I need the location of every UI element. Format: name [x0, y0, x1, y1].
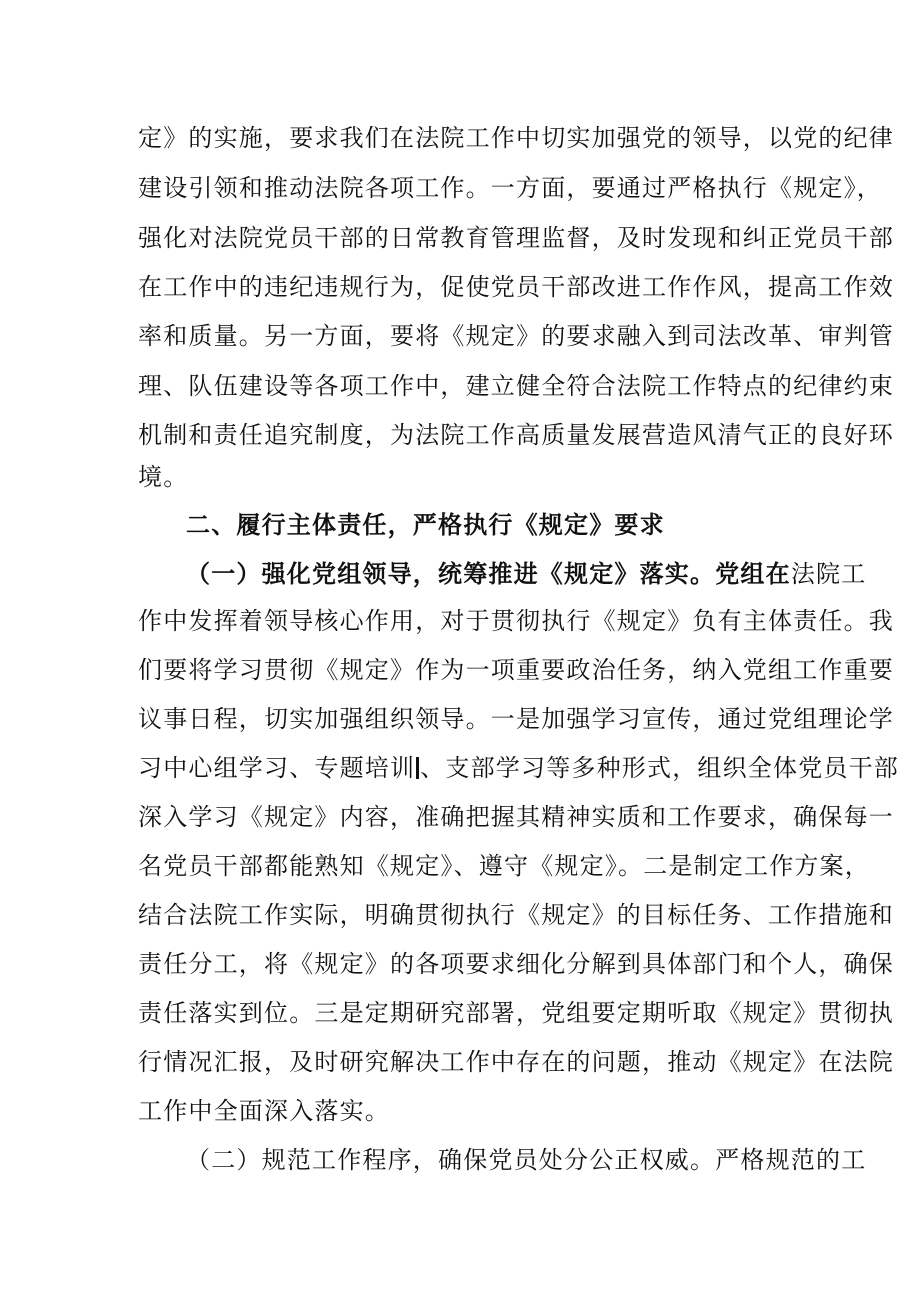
body-line: 议事日程，切实加强组织领导。一是加强学习宣传，通过党组理论学 [138, 705, 894, 733]
text-cursor-mark [416, 757, 419, 779]
body-line-with-mark [138, 752, 899, 784]
subsection-lead-rest: 法院工 [790, 560, 867, 588]
body-line: 名党员干部都能熟知《规定》、遵守《规定》。二是制定工作方案， [138, 852, 870, 880]
body-line: 率和质量。另一方面，要将《规定》的要求融入到司法改革、审判管 [138, 322, 894, 350]
subsection-lead-line [186, 558, 866, 590]
body-line: 工作中全面深入落实。 [138, 1097, 390, 1125]
body-line: 责任分工，将《规定》的各项要求细化分解到具体部门和个人，确保 [138, 950, 894, 978]
body-line: 定》的实施，要求我们在法院工作中切实加强党的领导，以党的纪律 [138, 124, 894, 152]
body-line: 们要将学习贯彻《规定》作为一项重要政治任务，纳入党组工作重要 [138, 656, 894, 684]
body-line: 深入学习《规定》内容，准确把握其精神实质和工作要求，确保每一 [138, 803, 894, 831]
body-line-end: 、支部学习等多种形式，组织全体党员干部 [420, 754, 900, 782]
body-line: 机制和责任追究制度，为法院工作高质量发展营造风清气正的良好环 [138, 421, 894, 449]
body-line: 责任落实到位。三是定期研究部署，党组要定期听取《规定》贯彻执 [138, 999, 894, 1027]
section-heading: 二、履行主体责任，严格执行《规定》要求 [186, 510, 665, 539]
body-line-start: 习中心组学习、专题培训 [138, 754, 416, 782]
body-line: 在工作中的违纪违规行为，促使党员干部改进工作作风，提高工作效 [138, 273, 894, 301]
body-line: 建设引领和推动法院各项工作。一方面，要通过严格执行《规定》， [138, 174, 882, 202]
body-line: 境。 [138, 463, 189, 491]
subsection-lead-line: （二）规范工作程序，确保党员处分公正权威。严格规范的工 [186, 1146, 867, 1174]
body-line: 强化对法院党员干部的日常教育管理监督，及时发现和纠正党员干部 [138, 224, 894, 252]
body-line: 结合法院工作实际，明确贯彻执行《规定》的目标任务、工作措施和 [138, 901, 894, 929]
subsection-title: （一）强化党组领导，统筹推进《规定》落实。党组在 [186, 559, 791, 588]
body-line: 理、队伍建设等各项工作中，建立健全符合法院工作特点的纪律约束 [138, 372, 894, 400]
body-line: 作中发挥着领导核心作用，对于贯彻执行《规定》负有主体责任。我 [138, 607, 894, 635]
body-line: 行情况汇报，及时研究解决工作中存在的问题，推动《规定》在法院 [138, 1048, 894, 1076]
